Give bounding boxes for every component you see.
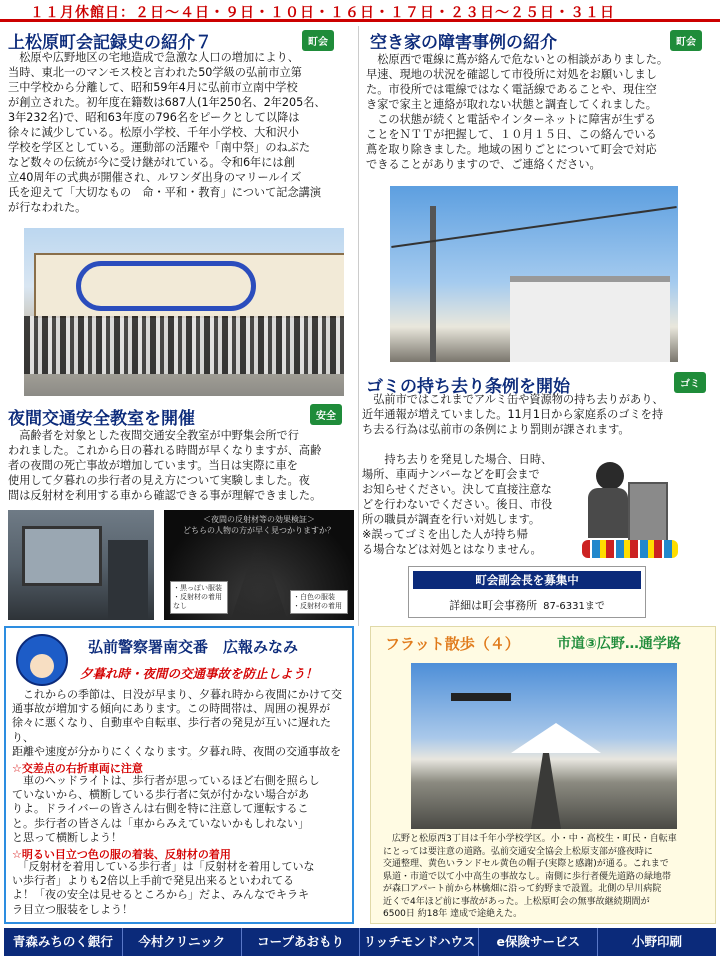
sponsor-bar	[4, 928, 716, 956]
police-header	[10, 630, 350, 684]
garbage-theft-illustration	[582, 452, 678, 560]
street-mountain-photo	[411, 663, 677, 829]
mural-art	[76, 261, 256, 311]
traffic-light	[451, 693, 511, 701]
vacant-body: 松原西で電線に蔦が絡んで危ないとの相談がありました。 早速、現地の状況を確認して市役所に対処をお願いしまし た。市役所では電線ではなく電話線であることや、現住空 き家で家主と連絡が取れない状態と調査してくれました。 この状態が続くと電話やインターネットに障害が生ずる ことをＮＴＴが把握して、１０月１５日、この絡んでいる 蔦を取り除きました。地域の困りごとについて町会で対応 できることがありますので、ご連絡ください。	[366, 53, 669, 171]
flat-walk-box	[370, 626, 716, 924]
column-divider	[358, 26, 359, 626]
traffic-badge: 安全	[310, 404, 342, 425]
police-body: これからの季節は、日没が早まり、夕暮れ時から夜間にかけて交 通事故が増加する傾向にあります。この時間帯は、周囲の視界が 徐々に悪くなり、自動車や自転車、歩行者の発見が互いに遅れたり、 距離や速度が分かりにくくなります。夕暮れ時、夜間の交通事故を	[12, 688, 342, 758]
police-notice-box	[4, 626, 354, 924]
garbage-title: ゴミの持ち去り条例を開始	[366, 377, 570, 397]
garbage-bin	[628, 482, 668, 544]
point1-body: 車のヘッドライトは、歩行者が思っているほど右側を照らし ていないから、横断している歩行者に気が付かない場合があ りよ。ドライバーの皆さんは右側を特に注意して運転するこ と。歩行者の皆さんは「車からみえていないかもしれない」 と思って横断しよう！	[12, 774, 320, 844]
car-door	[108, 540, 148, 620]
history-title: 上松原町会記録史の紹介７	[8, 33, 212, 53]
school-mural	[34, 253, 344, 318]
traffic-body: 高齢者を対象とした夜間交通安全教室が中野集会所で行 われました。これから日の暮れる時間が早くなりますが、高齢 者の夜間の死亡事故が増加しています。当日は実際に車を 使用して夕暮れの歩行者の見え方について実験しました。夜 間は反射材を利用する車から確認できる事が理解できました。	[8, 429, 322, 502]
sponsor-item: e保険サービス	[479, 928, 598, 956]
history-badge: 町会	[302, 30, 334, 51]
slide-legend-right: ・白色の服装 ・反射材の着用	[290, 590, 348, 614]
sponsor-item: 今村クリニック	[123, 928, 242, 956]
utility-pole-photo	[390, 186, 678, 362]
scattered-cans	[582, 540, 678, 558]
street-road	[531, 753, 561, 829]
history-body: 松原や広野地区の宅地造成で急激な人口の増加により、 当時、東北一のマンモス校と言われた50学級の弘前市立第 三中学校から分離して、昭和59年4月に弘前市立南中学校 が創立された。初年度在籍数は687人(1年250名、2年205名、 3年232名)で、昭和63年度の796名をピークとして以降は 徐々に減少している。松原小学校、千年小学校、大和沢小 学校を学区としている。運動部の活躍や「南中祭」のねぶた など数々の伝統が今に受け継がれている。令和6年には創 立40周年の式典が開催され、ルワンダ出身のマリールイズ 氏を迎えて「大切なもの 命・平和・教育」について記念講演 が行なわれた。	[8, 51, 326, 214]
car-interior-photo	[8, 510, 154, 620]
snowy-mountain	[511, 723, 601, 753]
recruit-box	[408, 566, 646, 618]
traffic-title: 夜間交通安全教室を開催	[8, 409, 195, 429]
point1-heading: ☆交差点の右折車両に注意	[12, 762, 143, 775]
walk-subtitle: 市道③広野…通学路	[557, 636, 681, 652]
police-subtitle: 夕暮れ時・夜間の交通事故を防止しよう！	[80, 666, 318, 681]
sponsor-item: リッチモンドハウス	[360, 928, 479, 956]
car-window	[22, 526, 102, 586]
closed-days-text: １１月休館日：２日～４日・９日・１０日・１６日・１７日・２３日～２５日・３１日	[30, 5, 615, 21]
road	[231, 543, 288, 620]
student-crowd	[24, 316, 344, 374]
slide-title: ＜夜間の反射材等の効果検証＞ どちらの人物の方が早く見つかりますか？	[183, 515, 335, 535]
slide-legend-left: ・黒っぽい服装 ・反射材の着用なし	[170, 581, 228, 614]
recruit-detail-line	[409, 597, 645, 613]
school-group-photo	[24, 228, 344, 396]
walk-title: フラット散歩（４）	[385, 635, 520, 653]
closed-days-banner	[0, 0, 720, 22]
recruit-detail: 詳細は町会事務所	[449, 599, 538, 612]
sponsor-item: 小野印刷	[632, 934, 683, 949]
person-body	[588, 488, 628, 538]
house	[510, 276, 670, 362]
point2-heading: ☆明るい目立つ色の服の着装、反射材の着用	[12, 848, 231, 861]
police-title: 弘前警察署南交番 広報みなみ	[88, 638, 299, 656]
utility-pole	[430, 206, 436, 362]
police-mascot-icon	[16, 634, 68, 686]
recruit-title: 町会副会長を募集中	[413, 571, 641, 589]
recruit-tel: 87-6331まで	[543, 601, 605, 612]
vacant-badge: 町会	[670, 30, 702, 51]
point2-body: 「反射材を着用している歩行者」は「反射材を着用していな い歩行者」よりも2倍以上手前で発見出来るといわれてる よ！「夜の安全は見せるところから」だよ、みんなでキラキ ラ目立つ服装をしよう！	[12, 860, 315, 916]
walk-caption: 広野と松原西3丁目は千年小学校学区。小・中・高校生・町民・自転車 にとっては要注意の道路。弘前交通安全協会上松原支部が盛夜時に 交通整理、黄色いランドセル黄色の帽子(実際と感謝)が通る。これまで 県道・市道で以て小中高生の事故なし。南側に歩行者優先道路の緑地帯 が森口アパート前から林檎畑に沿って約野まで設置。北側の早川病院 近くで4年ほど前に事故があった。上松原町会の無事故継続期間が 6500日 約18年 達成で途絶えた。	[383, 834, 677, 919]
night-reflector-slide	[164, 510, 354, 620]
sponsor-item: コープあおもり	[242, 928, 361, 956]
garbage-badge: ゴミ	[674, 372, 706, 393]
garbage-body: 弘前市ではこれまでアルミ缶や資源物の持ち去りがあり、 近年通報が増えていました。11月1日から家庭系のゴミを持 ち去る行為は弘前市の条例により罰則が課されます。 持ち去りを発見した場合、日時、 場所、車両ナンバーなどを町会まで お知らせください。決して直接注意な どを行わないでください。後日、市役 所の職員が調査を行い対処します。 ※誤ってゴミを出した人が持ち帰 る場合などは対処とはなりません。	[362, 393, 664, 556]
sponsor-item: 青森みちのく銀行	[4, 928, 123, 956]
person-head	[596, 462, 624, 490]
vacant-title: 空き家の障害事例の紹介	[370, 33, 557, 53]
